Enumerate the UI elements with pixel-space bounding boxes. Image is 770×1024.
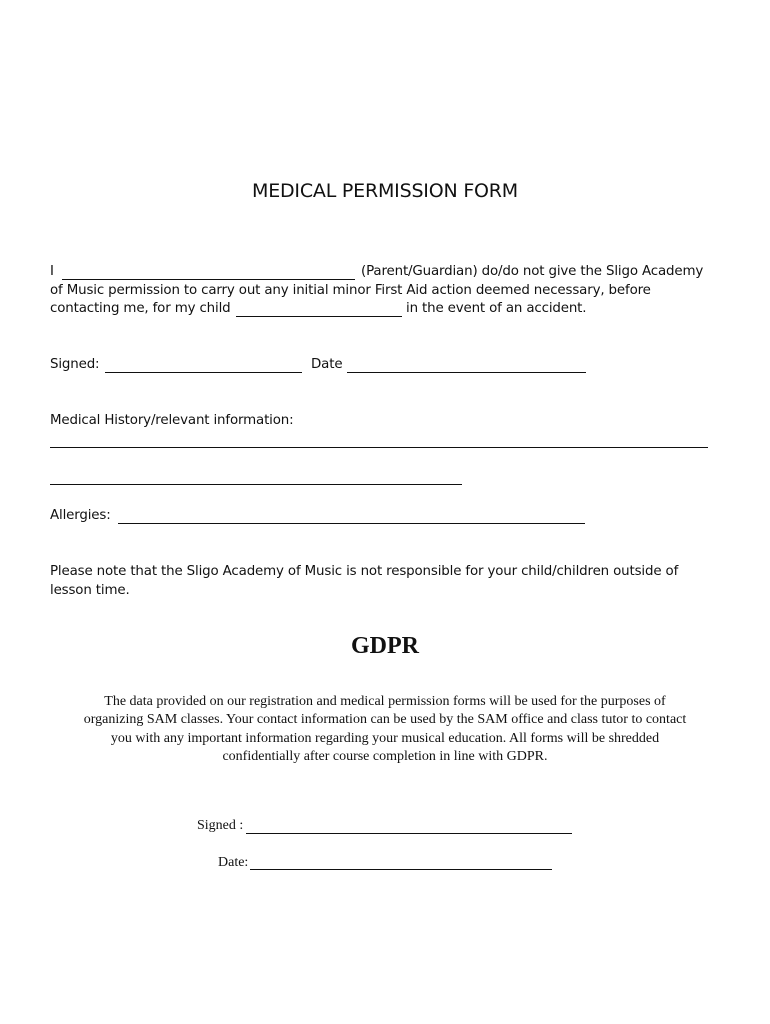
gdpr-body-line: you with any important information regarding your musical education. All forms will be shredded <box>110 730 660 746</box>
consent-line-1-suffix: (Parent/Guardian) do/do not give the Sligo Academy <box>361 264 704 279</box>
consent-line-1-prefix: I <box>50 264 54 279</box>
note-line-2: lesson time. <box>50 583 130 598</box>
gdpr-body-line: organizing SAM classes. Your contact information can be used by the SAM office and class tutor to contact <box>83 712 687 728</box>
date-field[interactable] <box>347 372 586 373</box>
gdpr-title: GDPR <box>351 633 419 659</box>
signed-label: Signed: <box>50 357 100 372</box>
consent-line-2: of Music permission to carry out any initial minor First Aid action deemed necessary, before <box>50 283 651 298</box>
gdpr-date-field[interactable] <box>250 869 552 870</box>
gdpr-body <box>50 693 720 766</box>
note-line-1: Please note that the Sligo Academy of Music is not responsible for your child/children outside of <box>50 564 679 579</box>
consent-line-3-prefix: contacting me, for my child <box>50 301 231 316</box>
allergies-field[interactable] <box>118 523 585 524</box>
signature-field[interactable] <box>105 372 302 373</box>
date-label: Date <box>311 357 343 372</box>
gdpr-body-line: The data provided on our registration and medical permission forms will be used for the purposes of <box>104 694 666 709</box>
gdpr-date-label: Date: <box>218 855 249 870</box>
form-title: MEDICAL PERMISSION FORM <box>252 180 518 202</box>
gdpr-signature-field[interactable] <box>246 833 572 834</box>
child-name-field[interactable] <box>236 316 402 317</box>
medical-history-field-line-1[interactable] <box>50 447 708 448</box>
medical-history-field-line-2[interactable] <box>50 484 462 485</box>
gdpr-signed-label: Signed : <box>197 818 244 833</box>
gdpr-body-line: confidentially after course completion in line with GDPR. <box>222 748 548 764</box>
parent-guardian-name-field[interactable] <box>62 279 355 280</box>
allergies-label: Allergies: <box>50 508 111 523</box>
medical-history-label: Medical History/relevant information: <box>50 413 294 428</box>
consent-line-3-suffix: in the event of an accident. <box>406 301 587 316</box>
